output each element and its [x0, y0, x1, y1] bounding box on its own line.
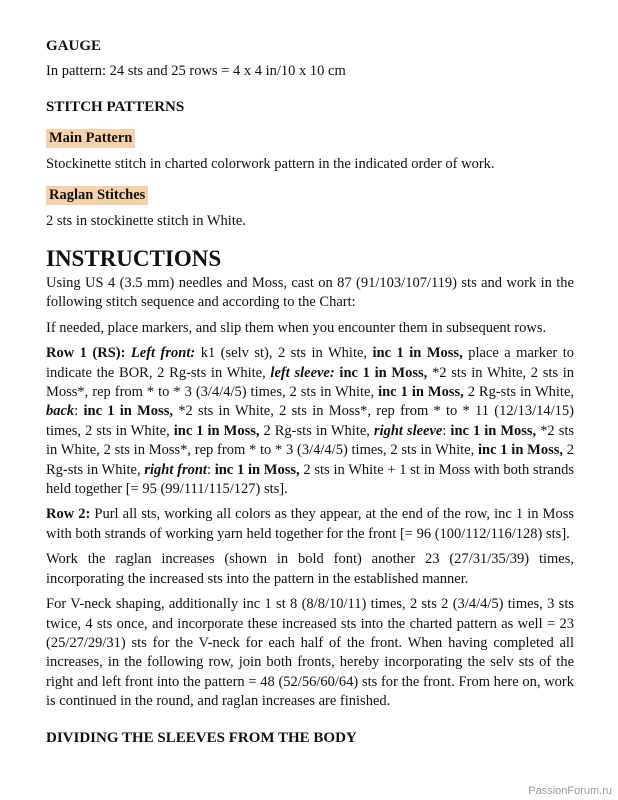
- gauge-heading: GAUGE: [46, 38, 102, 54]
- row-1-text: *2 sts in White, 2 sts in Moss*, rep from * to * 3 (3/4/4/5) times, 2 sts in White,: [46, 422, 575, 459]
- stitch-patterns-heading: STITCH PATTERNS: [46, 99, 185, 115]
- row-1-text: k1 (selv st), 2 sts in White,: [195, 345, 373, 362]
- v-neck-paragraph: For V-neck shaping, additionally inc 1 st 8 (8/8/10/11) times, 2 sts 2 (3/4/4/5) times, 3 sts twice, 4 sts once, and incorporate these increased sts into the charted pattern as well = 23 (25/27/29/31) sts for the V-neck for each half of the front. When having completed all increases, in the following row, join both fronts, hereby incorporating the selv sts of the right and left front into the pattern = 48 (52/56/60/64) sts for the front. From here on, work is continued in the round, and raglan increases are finished.: [46, 596, 574, 710]
- row-1-paragraph: [46, 344, 574, 499]
- inc-moss-bold: inc 1 in Moss,: [339, 364, 428, 381]
- instructions-heading: INSTRUCTIONS: [46, 246, 222, 271]
- row-2-text: Purl all sts, working all colors as they appear, at the end of the row, inc 1 in Moss with both strands of working yarn held together for the front [= 96 (100/112/116/128) sts].: [46, 506, 574, 542]
- inc-moss-bold: inc 1 in Moss,: [450, 422, 537, 439]
- row-1-text: 2 Rg-sts in White,: [46, 442, 575, 478]
- row-1-text: 2 Rg-sts in White,: [463, 384, 575, 401]
- inc-moss-bold: inc 1 in Moss,: [372, 345, 463, 362]
- row-1-text: :: [74, 403, 84, 420]
- row-1-label: Row 1 (RS):: [46, 345, 126, 362]
- right-front-label: right front: [144, 461, 207, 478]
- right-sleeve-label: right sleeve: [373, 422, 443, 439]
- dividing-heading: DIVIDING THE SLEEVES FROM THE BODY: [46, 729, 357, 746]
- row-1-text: :: [442, 422, 451, 439]
- left-front-label: Left front:: [130, 345, 196, 362]
- main-pattern-section: [46, 129, 574, 148]
- main-pattern-label: Main Pattern: [46, 129, 135, 148]
- document-page: [46, 36, 574, 748]
- gauge-text: In pattern: 24 sts and 25 rows = 4 x 4 in/10 x 10 cm: [46, 63, 346, 79]
- row-1-text: :: [206, 461, 215, 478]
- raglan-stitches-section: [46, 186, 574, 205]
- back-label: back: [46, 403, 75, 420]
- inc-moss-bold: inc 1 in Moss,: [83, 403, 173, 420]
- cast-on-paragraph: Using US 4 (3.5 mm) needles and Moss, cast on 87 (91/103/107/119) sts and work in the following stitch sequence and according to the Chart:: [46, 275, 574, 311]
- main-pattern-text: Stockinette stitch in charted colorwork pattern in the indicated order of work.: [46, 156, 495, 172]
- inc-moss-bold: inc 1 in Moss,: [214, 461, 300, 478]
- row-1-text: *2 sts in White, 2 sts in Moss*, rep from * to * 3 (3/4/4/5) times, 2 sts in White,: [46, 364, 574, 401]
- raglan-stitches-label: Raglan Stitches: [46, 186, 148, 205]
- row-1-text: *2 sts in White, 2 sts in Moss*, rep from * to * 11 (12/13/14/15) times, 2 sts in White,: [46, 403, 575, 439]
- row-1-text: 2 Rg-sts in White,: [259, 422, 374, 439]
- inc-moss-bold: inc 1 in Moss,: [173, 422, 260, 439]
- row-2-paragraph: [46, 505, 574, 544]
- row-2-label: Row 2:: [46, 506, 91, 523]
- raglan-increases-paragraph: Work the raglan increases (shown in bold font) another 23 (27/31/35/39) times, incorporating the increased sts into the pattern in the established manner.: [46, 551, 574, 587]
- row-1-text: 2 sts in White + 1 st in Moss with both strands held together [= 95 (99/111/115/127) sts].: [46, 461, 575, 498]
- watermark: PassionForum.ru: [528, 785, 612, 797]
- row-1-text: place a marker to indicate the BOR, 2 Rg-sts in White,: [46, 345, 574, 381]
- inc-moss-bold: inc 1 in Moss,: [378, 384, 464, 401]
- markers-paragraph: If needed, place markers, and slip them when you encounter them in subsequent rows.: [46, 319, 547, 336]
- raglan-stitches-text: 2 sts in stockinette stitch in White.: [46, 213, 246, 229]
- left-sleeve-label: left sleeve:: [270, 364, 335, 381]
- inc-moss-bold: inc 1 in Moss,: [478, 442, 563, 459]
